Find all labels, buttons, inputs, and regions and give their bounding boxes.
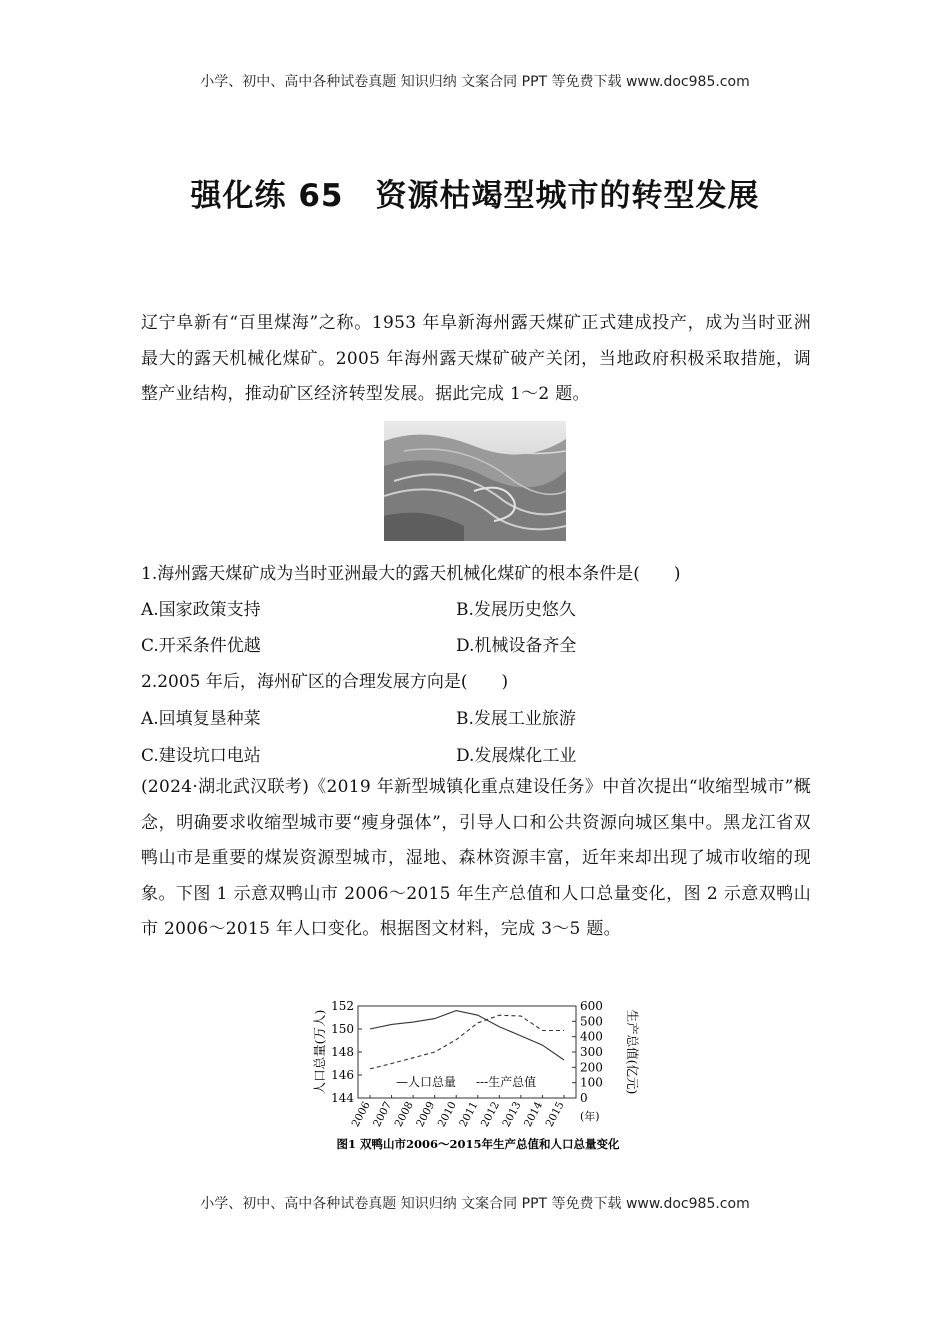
left-axis-title: 人口总量(万人) xyxy=(312,1009,327,1095)
page-footer: 小学、初中、高中各种试卷真题 知识归纳 文案合同 PPT 等免费下载 www.doc985.com xyxy=(200,1196,750,1212)
plot-frame xyxy=(358,1006,576,1098)
left-axis-tick-label: 150 xyxy=(331,1022,354,1036)
q2-option-a: A.回填复垦种菜 xyxy=(141,709,261,729)
left-axis-tick-label: 146 xyxy=(331,1068,354,1082)
x-axis-tick-label: 2008 xyxy=(392,1099,416,1130)
x-axis-tick-label: 2015 xyxy=(543,1099,567,1130)
population-series-line xyxy=(370,1011,564,1060)
right-axis-tick-label: 400 xyxy=(580,1029,603,1044)
right-axis-tick-label: 0 xyxy=(580,1091,588,1105)
q2-option-c: C.建设坑口电站 xyxy=(141,746,261,766)
right-axis-tick-label: 500 xyxy=(580,1014,603,1029)
figure-caption: 图1 双鸭山市2006～2015年生产总值和人口总量变化 xyxy=(336,1137,620,1151)
page-title: 强化练 65 资源枯竭型城市的转型发展 xyxy=(190,178,760,214)
q1-option-d: D.机械设备齐全 xyxy=(456,636,577,656)
left-axis-tick-label: 152 xyxy=(331,999,354,1013)
x-axis-tick-label: 2007 xyxy=(371,1099,395,1130)
q2-option-b: B.发展工业旅游 xyxy=(456,709,576,729)
right-axis-tick-label: 200 xyxy=(580,1060,603,1075)
legend-gdp: ---生产总值 xyxy=(476,1075,537,1089)
x-axis-unit-label: (年) xyxy=(580,1110,600,1123)
intro-passage-1: 辽宁阜新有“百里煤海”之称。1953 年阜新海州露天煤矿正式建成投产，成为当时亚洲最大的露天机械化煤矿。2005 年海州露天煤矿破产关闭，当地政府积极采取措施，调整产业结构，推动矿区经济转型发展。据此完成 1～2 题。 xyxy=(141,313,811,404)
x-axis-tick-label: 2006 xyxy=(349,1099,373,1130)
x-axis-tick-label: 2011 xyxy=(457,1099,481,1130)
left-axis-tick-label: 148 xyxy=(331,1045,354,1059)
right-axis-tick-label: 300 xyxy=(580,1045,603,1059)
left-axis-tick-label: 144 xyxy=(331,1091,354,1105)
question-2-stem: 2.2005 年后，海州矿区的合理发展方向是( ) xyxy=(141,672,509,692)
x-axis-tick-label: 2012 xyxy=(478,1099,502,1130)
x-axis-tick-label: 2010 xyxy=(435,1099,459,1130)
intro-passage-2: (2024·湖北武汉联考)《2019 年新型城镇化重点建设任务》中首次提出“收缩型城市”概念，明确要求收缩型城市要“瘦身强体”，引导人口和公共资源向城区集中。黑龙江省双鸭山市是重要的煤炭资源型城市，湿地、森林资源丰富，近年来却出现了城市收缩的现象。下图 1 示意双鸭山市 2006～2015 年生产总值和人口总量变化，图 2 示意双鸭山市 2006～2015 年人口变化。根据图文材料，完成 3～5 题。 xyxy=(141,777,811,939)
right-axis-tick-label: 600 xyxy=(580,999,603,1013)
q2-option-d: D.发展煤化工业 xyxy=(456,746,577,766)
x-axis-tick-label: 2009 xyxy=(414,1099,438,1130)
right-axis-title: 生产总值(亿元) xyxy=(625,1009,640,1095)
x-axis-tick-label: 2014 xyxy=(521,1099,546,1130)
q1-option-b: B.发展历史悠久 xyxy=(456,600,576,620)
question-1-stem: 1.海州露天煤矿成为当时亚洲最大的露天机械化煤矿的根本条件是( ) xyxy=(141,564,681,584)
x-axis-tick-label: 2013 xyxy=(500,1099,524,1130)
right-axis-tick-label: 100 xyxy=(580,1075,603,1090)
legend-population: —人口总量 xyxy=(396,1075,457,1089)
chart-svg xyxy=(308,996,648,1156)
q1-option-c: C.开采条件优越 xyxy=(141,636,261,656)
open-pit-mine-photo xyxy=(384,421,566,541)
q1-option-a: A.国家政策支持 xyxy=(141,600,261,620)
figure-1-chart xyxy=(308,996,648,1156)
page-header: 小学、初中、高中各种试卷真题 知识归纳 文案合同 PPT 等免费下载 www.doc985.com xyxy=(200,74,750,90)
